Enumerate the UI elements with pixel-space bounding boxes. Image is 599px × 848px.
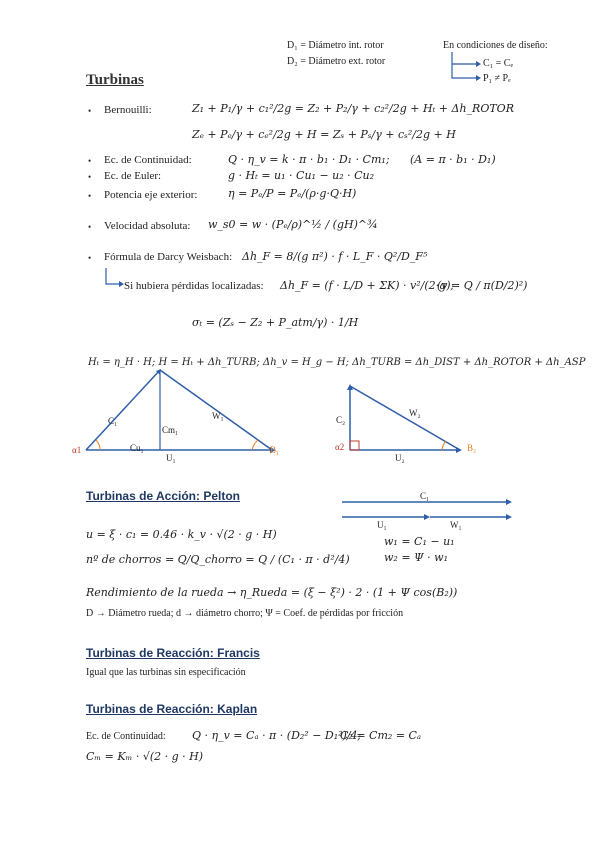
sub-arrow-icon: [103, 268, 125, 290]
bernoulli-label: Bernouilli:: [104, 104, 152, 116]
w2-label: W₂: [409, 408, 421, 418]
cm1-label: Cm₁: [162, 425, 179, 435]
kaplan-cm-equation: Cₘ = Kₘ · √(2 · g · H): [86, 750, 204, 763]
kaplan-c2-equation: C₂ = Cm₂ = Cₐ: [340, 729, 422, 742]
velocity-triangle-inlet: [72, 362, 287, 462]
w1-label: W₁: [212, 411, 224, 421]
bernoulli-equation-rotor: Z₁ + P₁/γ + c₁²/2g = Z₂ + P₂/γ + c₂²/2g + Hₜ + Δh_ROTOR: [192, 102, 514, 115]
pelton-w1-label: W₁: [450, 520, 462, 530]
bullet-dot: •: [88, 191, 92, 201]
height-relations: Hₜ = η_H · H; H = Hₜ + Δh_TURB; Δh_v = H_g − H; Δh_TURB = Δh_DIST + Δh_ROTOR + Δh_ASP: [88, 357, 586, 368]
local-losses-label: Si hubiera pérdidas localizadas:: [124, 280, 264, 292]
darcy-equation: Δh_F = 8/(g π²) · f · L_F · Q²/D_F⁵: [242, 250, 428, 263]
b2-label: B₂: [467, 443, 477, 453]
velocity-definition: (v = Q / π(D/2)²): [437, 279, 528, 292]
kaplan-continuity-equation: Q · η_v = Cₐ · π · (D₂² − D₁²)/4;: [192, 729, 362, 742]
design-conditions-arrows: [448, 52, 482, 86]
continuity-equation: Q · η_v = k · π · b₁ · D₁ · Cm₁;: [228, 153, 390, 166]
local-losses-equation: Δh_F = (f · L/D + ΣK) · v²/(2·g);: [280, 279, 455, 292]
velocity-label: Velocidad absoluta:: [104, 220, 191, 232]
d2-definition: D₂ = Diámetro ext. rotor: [287, 56, 386, 67]
page-title: Turbinas: [86, 72, 144, 88]
euler-label: Ec. de Euler:: [104, 170, 162, 182]
pelton-w2-equation: w₂ = Ψ · w₁: [384, 551, 448, 564]
kaplan-continuity-label: Ec. de Continuidad:: [86, 731, 166, 742]
pelton-legend: D → Diámetro rueda; d → diámetro chorro; Ψ = Coef. de pérdidas por fricción: [86, 608, 404, 619]
c2-label: C₂: [336, 415, 346, 425]
power-label: Potencia eje exterior:: [104, 189, 198, 201]
bernoulli-equation-global: Zₑ + Pₑ/γ + cₑ²/2g + H = Zₛ + Pₛ/γ + cₛ²/2g + H: [192, 128, 456, 141]
bullet-dot: •: [88, 172, 92, 182]
sigma-equation: σₜ = (Zₛ − Z₂ + P_atm/γ) · 1/H: [192, 316, 359, 329]
continuity-label: Ec. de Continuidad:: [104, 154, 192, 166]
power-equation: η = Pₑ/P = Pₑ/(ρ·g·Q·H): [228, 187, 357, 200]
velocity-triangle-outlet: [338, 378, 468, 458]
design-c-equality: C₁ = Cₑ: [483, 58, 514, 69]
bullet-dot: •: [88, 106, 92, 116]
pelton-w1-equation: w₁ = C₁ − u₁: [384, 535, 455, 548]
kaplan-heading: Turbinas de Reacción: Kaplan: [86, 702, 258, 716]
pelton-heading: Turbinas de Acción: Pelton: [86, 489, 241, 503]
velocity-equation: w_s0 = w · (Pₑ/ρ)^½ / (gH)^¾: [208, 218, 378, 231]
b1-label: B₁: [270, 445, 280, 455]
pelton-c1-label: C₁: [420, 491, 430, 501]
design-conditions-title: En condiciones de diseño:: [443, 40, 548, 51]
design-p-inequality: P₁ ≠ Pₑ: [483, 73, 511, 84]
pelton-u1-label: U₁: [377, 520, 387, 530]
bullet-dot: •: [88, 222, 92, 232]
bullet-dot: •: [88, 156, 92, 166]
alpha2-label: α2: [335, 442, 345, 452]
c1-label: C₁: [108, 416, 118, 426]
cu1-label: Cu₁: [130, 443, 144, 453]
francis-heading: Turbinas de Reacción: Francis: [86, 646, 260, 660]
francis-text: Igual que las turbinas sin especificación: [86, 667, 246, 678]
alpha1-label: α1: [72, 445, 82, 455]
darcy-label: Fórmula de Darcy Weisbach:: [104, 251, 233, 263]
pelton-efficiency: Rendimiento de la rueda → η_Rueda = (ξ − ξ²) · 2 · (1 + Ψ cos(B₂)): [86, 586, 458, 599]
pelton-u-equation: u = ξ · c₁ = 0.46 · k_v · √(2 · g · H): [86, 528, 277, 541]
continuity-area: (A = π · b₁ · D₁): [410, 153, 496, 166]
pelton-jets-equation: nº de chorros = Q/Q_chorro = Q / (C₁ · π · d²/4): [86, 553, 350, 566]
d1-definition: D₁ = Diámetro int. rotor: [287, 40, 384, 51]
u2-label: U₂: [395, 453, 405, 463]
euler-equation: g · Hₜ = u₁ · Cu₁ − u₂ · Cu₂: [228, 169, 375, 182]
u1-label: U₁: [166, 453, 176, 463]
bullet-dot: •: [88, 253, 92, 263]
